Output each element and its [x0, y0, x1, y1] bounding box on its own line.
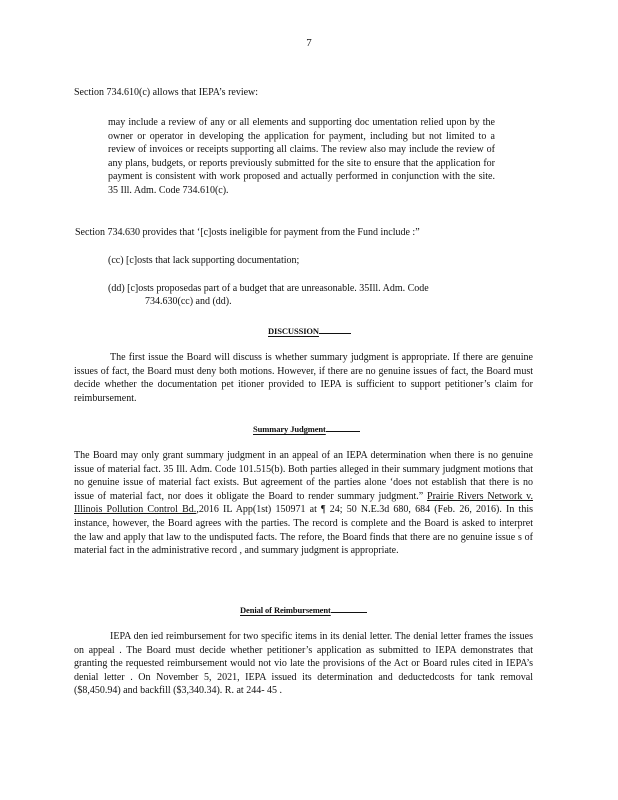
- heading-summary-judgment: Summary Judgment: [253, 422, 360, 434]
- item-cc: (cc) [c]osts that lack supporting documentation;: [108, 255, 300, 266]
- paragraph-discussion: The first issue the Board will discuss is whether summary judgment is appropriate. If there are genuine issues of fact, the Board must deny both motions. However, if there are no genuine issues of fact, the Board must decide whether the documentation pet itioner provided to IEPA is sufficient to support petitioner’s claim for reimbursement.: [74, 352, 533, 404]
- page-number: 7: [306, 37, 312, 49]
- section-610-intro: Section 734.610(c) allows that IEPA’s review:: [74, 87, 259, 98]
- paragraph-denial: IEPA den ied reimbursement for two specific items in its denial letter. The denial letter frames the issues on appeal . The Board must decide whether petitioner’s application as submitted to IEPA demonstrates that granting the requested reimbursement would not vio late the provisions of the Act or Board rules cited in IEPA’s denial letter . On November 5, 2021, IEPA issued its determination and deductedcosts for tank removal ($8,450.94) and backfill ($3,340.34). R. at 244- 45 .: [74, 631, 533, 697]
- section-630-intro: Section 734.630 provides that ‘[c]osts ineligible for payment from the Fund include :”: [75, 227, 420, 238]
- item-dd-line1: (dd) [c]osts proposedas part of a budget that are unreasonable. 35Ill. Adm. Code: [108, 283, 429, 294]
- paragraph-summary-judgment: The Board may only grant summary judgment in an appeal of an IEPA determination when there is no genuine issue of material fact. 35 Ill. Adm. Code 101.515(b). Both parties alleged in their summary judgment motions that no genuine issue of material fact exists. But agreement of the parties alone ‘does not establish that there is no issue of material fact, nor does it obligate the Board to render summary judgment.” Prairie Rivers Network v. Illinois Pollution Control Bd.,2016 IL App(1st) 150971 at ¶ 24; 50 N.E.3d 680, 684 (Feb. 26, 2016). In this instance, however, the Board agrees with the parties. The record is complete and the Board is asked to interpret the law and apply that law to the undisputed facts. The refore, the Board finds that there are no genuine issue s of material fact in the administrative record , and summary judgment is appropriate.: [74, 450, 533, 557]
- section-610-quote: may include a review of any or all elements and supporting doc umentation relied upon by the owner or operator in developing the application for payment, including but not limited to a review of invoices or receipts supporting all claims. The review also may include the review of any plans, budgets, or reports previously submitted for the site to ensure that the application for payment is consistent with work proposed and actually performed in conjunction with the site. 35 Ill. Adm. Code 734.610(c).: [108, 117, 495, 196]
- heading-denial-of-reimbursement: Denial of Reimbursement: [240, 603, 367, 615]
- case-citation: Prairie Rivers Network v. Illinois Pollution Control Bd.: [74, 490, 533, 516]
- heading-discussion: DISCUSSION: [268, 324, 351, 336]
- item-dd-line2: 734.630(cc) and (dd).: [145, 296, 232, 307]
